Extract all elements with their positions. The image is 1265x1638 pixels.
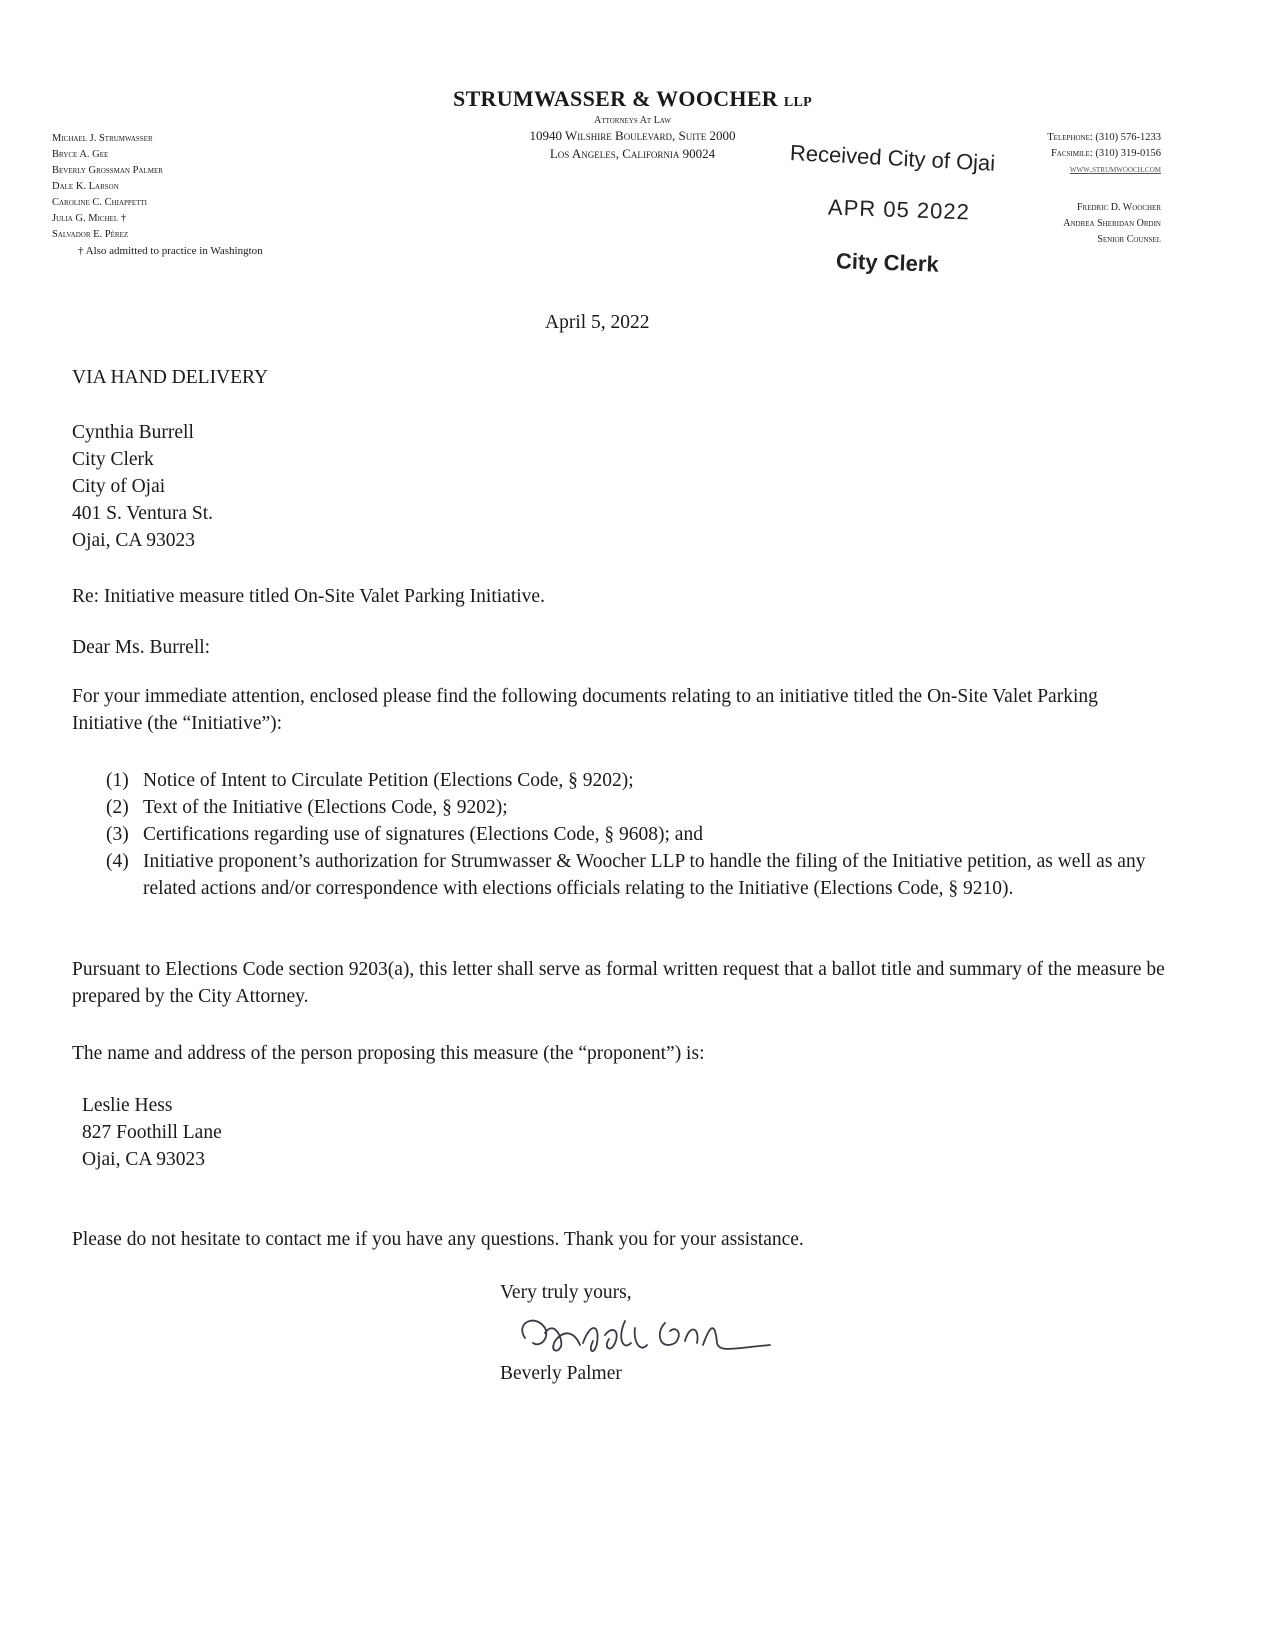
firm-subtitle: Attorneys At Law: [594, 115, 671, 126]
intro-paragraph: For your immediate attention, enclosed please find the following documents relating to an initiative titled the On-Site Valet Parking Initiative (the “Initiative”):: [72, 686, 1098, 734]
proponent-address: [82, 1092, 222, 1173]
subject-line: Re: Initiative measure titled On-Site Valet Parking Initiative.: [72, 586, 545, 607]
enclosure-text: Text of the Initiative (Elections Code, § 9202);: [143, 797, 508, 818]
proponent-line: 827 Foothill Lane: [82, 1122, 222, 1143]
list-item: [106, 821, 1166, 848]
closing-paragraph: Please do not hesitate to contact me if you have any questions. Thank you for your assistance.: [72, 1229, 804, 1250]
stamp-office: City Clerk: [835, 248, 940, 277]
recipient-line: City Clerk: [72, 449, 154, 470]
recipient-line: Ojai, CA 93023: [72, 530, 195, 551]
list-item: [106, 767, 1166, 794]
delivery-method: VIA HAND DELIVERY: [72, 367, 269, 388]
proponent-line: Ojai, CA 93023: [82, 1149, 205, 1170]
enclosure-text: Initiative proponent’s authorization for Strumwasser & Woocher LLP to handle the filing of the Initiative petition, as well as any related actions and/or correspondence with elections officials relating to the Initiative (Elections Code, § 9210).: [143, 851, 1146, 899]
telephone: Telephone: (310) 576-1233: [1047, 132, 1161, 143]
request-paragraph: Pursuant to Elections Code section 9203(a), this letter shall serve as formal written request that a ballot title and summary of the measure be prepared by the City Attorney.: [72, 959, 1165, 1007]
enclosure-text: Notice of Intent to Circulate Petition (Elections Code, § 9202);: [143, 770, 634, 791]
signer-name: Beverly Palmer: [500, 1363, 622, 1384]
recipient-address: [72, 419, 213, 554]
enclosure-number: (4): [106, 851, 129, 872]
proponent-line: Leslie Hess: [82, 1095, 173, 1116]
recipient-line: City of Ojai: [72, 476, 166, 497]
signature-image: [505, 1303, 775, 1363]
firm-name: [0, 86, 1265, 112]
attorney-name: Beverly Grossman Palmer: [52, 165, 163, 176]
enclosure-text: Certifications regarding use of signatures (Elections Code, § 9608); and: [143, 824, 703, 845]
attorney-name: Julia G. Michel †: [52, 213, 127, 224]
firm-suffix: LLP: [783, 95, 812, 110]
enclosure-number: (3): [106, 824, 129, 845]
list-item: [106, 848, 1166, 902]
attorney-list: [52, 131, 263, 259]
attorney-name: Dale K. Larson: [52, 181, 119, 192]
facsimile: Facsimile: (310) 319-0156: [1050, 148, 1161, 159]
letter-date: April 5, 2022: [545, 312, 650, 333]
firm-address-line2: Los Angeles, California 90024: [549, 146, 716, 161]
salutation: Dear Ms. Burrell:: [72, 637, 211, 658]
firm-name-text: STRUMWASSER & WOOCHER: [453, 86, 778, 111]
attorney-name: Caroline C. Chiappetti: [52, 197, 147, 208]
attorney-name: Bryce A. Gee: [52, 149, 109, 160]
stamp-date: APR 05 2022: [827, 194, 971, 225]
list-item: [106, 794, 1166, 821]
attorney-note: † Also admitted to practice in Washington: [78, 245, 263, 257]
counsel-title: Senior Counsel: [1097, 234, 1161, 245]
proponent-intro: The name and address of the person proposing this measure (the “proponent”) is:: [72, 1043, 705, 1064]
attorney-name: Salvador E. Pérez: [52, 229, 129, 240]
enclosure-list: [106, 767, 1166, 902]
valediction: Very truly yours,: [500, 1282, 632, 1303]
website-link[interactable]: www.strumwooch.com: [1069, 165, 1161, 175]
attorney-name: Michael J. Strumwasser: [52, 133, 153, 144]
senior-counsel: [1063, 200, 1161, 248]
enclosure-number: (2): [106, 797, 129, 818]
received-stamp: Received City of Ojai: [789, 140, 996, 176]
enclosure-number: (1): [106, 770, 129, 791]
recipient-line: Cynthia Burrell: [72, 422, 194, 443]
contact-info: [1047, 130, 1161, 178]
recipient-line: 401 S. Ventura St.: [72, 503, 214, 524]
counsel-name: Andrea Sheridan Ordin: [1063, 218, 1161, 229]
counsel-name: Fredric D. Woocher: [1077, 202, 1161, 213]
firm-address-line1: 10940 Wilshire Boulevard, Suite 2000: [529, 128, 736, 143]
